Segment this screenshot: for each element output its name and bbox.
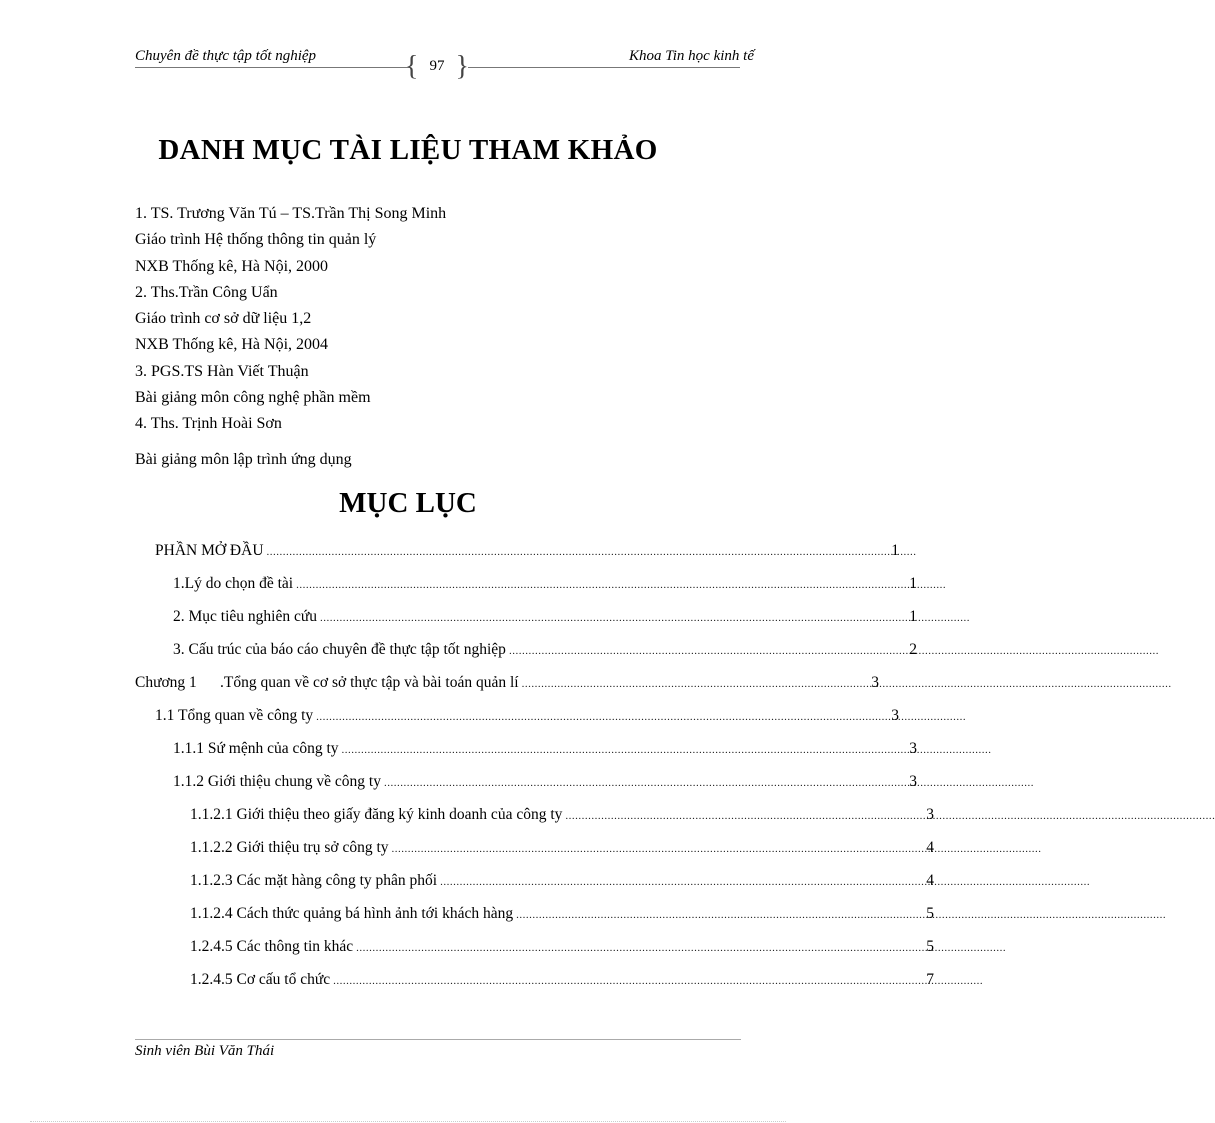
toc-entry[interactable] [173, 641, 917, 663]
toc-entry-label: 1.1.2.1 Giới thiệu theo giấy đăng ký kinh doanh của công ty [190, 806, 563, 823]
reference-line: Giáo trình cơ sở dữ liệu 1,2 [135, 310, 312, 328]
page-number: 97 [429, 58, 445, 74]
reference-line: Bài giảng môn công nghệ phần mềm [135, 389, 371, 407]
toc-leader-dots [392, 843, 1042, 855]
toc-entry[interactable] [173, 608, 917, 630]
reference-line: 2. Ths.Trần Công Uẩn [135, 283, 278, 301]
reference-line: 1. TS. Trương Văn Tú – TS.Trần Thị Song Minh [135, 205, 447, 222]
toc-entry-label: 1.1.2.2 Giới thiệu trụ sở công ty [190, 839, 389, 856]
toc-leader-dots [296, 579, 946, 591]
toc-entry[interactable] [135, 674, 879, 696]
toc-entry-page: 5 [926, 938, 934, 955]
toc-leader-dots [522, 678, 1172, 690]
toc-entry-label: 1.2.4.5 Cơ cấu tổ chức [190, 971, 331, 988]
page-number-box [405, 52, 469, 82]
reference-line: 4. Ths. Trịnh Hoài Sơn [135, 415, 282, 433]
toc-entry-page: 3 [871, 674, 879, 691]
toc-entry[interactable] [173, 575, 917, 597]
toc-entry-label: 1.1.1 Sứ mệnh của công ty [173, 740, 339, 757]
toc-entry-page: 3 [909, 773, 917, 790]
toc-leader-dots [565, 810, 1215, 822]
toc-entry-label: 2. Mục tiêu nghiên cứu [173, 608, 317, 625]
toc-entry-label: Chương 1 .Tổng quan về cơ sở thực tập và bài toán quản lí [135, 674, 519, 691]
toc-entry-page: 4 [926, 839, 934, 856]
header-right-text: Khoa Tin học kinh tế [629, 48, 754, 64]
toc-entry-page: 1 [891, 542, 899, 559]
toc-entry-label: 1.2.4.5 Các thông tin khác [190, 938, 354, 955]
reference-line: NXB Thống kê, Hà Nội, 2000 [135, 257, 329, 275]
footer-rule [135, 1039, 741, 1040]
toc-leader-dots [440, 876, 1090, 888]
toc-entry-page: 2 [909, 641, 917, 658]
toc-entry[interactable] [190, 938, 934, 960]
toc-entry[interactable] [190, 905, 934, 927]
header-rule-right [468, 67, 740, 68]
toc-leader-dots [333, 975, 983, 987]
toc-entry[interactable] [190, 971, 934, 993]
toc-leader-dots [342, 744, 992, 756]
toc-leader-dots [509, 645, 1159, 657]
toc-entry-page: 1 [909, 575, 917, 592]
toc-entry-label: 1.Lý do chọn đề tài [173, 575, 294, 592]
toc-entry-label: 1.1.2.4 Cách thức quảng bá hình ảnh tới khách hàng [190, 905, 514, 922]
toc-entry[interactable] [173, 773, 917, 795]
references-title: DANH MỤC TÀI LIỆU THAM KHẢO [158, 134, 658, 166]
toc-entry-label: 1.1.2 Giới thiệu chung về công ty [173, 773, 381, 790]
toc-entry-page: 3 [926, 806, 934, 823]
toc-entry[interactable] [190, 839, 934, 861]
header-rule-left [135, 67, 410, 68]
toc-entry-page: 3 [891, 707, 899, 724]
toc-entry-label: 3. Cấu trúc của báo cáo chuyên đề thực tập tốt nghiệp [173, 641, 506, 658]
toc-entry-page: 7 [926, 971, 934, 988]
reference-line: Giáo trình Hệ thống thông tin quản lý [135, 231, 377, 249]
toc-leader-dots [316, 711, 966, 723]
toc-entry-page: 3 [909, 740, 917, 757]
toc-entry[interactable] [155, 707, 899, 729]
toc-entry-label: 1.1.2.3 Các mặt hàng công ty phân phối [190, 872, 438, 889]
toc-leader-dots [267, 546, 917, 558]
toc-title: MỤC LỤC [339, 487, 477, 519]
references-list [135, 204, 446, 441]
toc-entry-label: 1.1 Tổng quan về công ty [155, 707, 314, 724]
toc-entry-page: 5 [926, 905, 934, 922]
toc-entry-page: 1 [909, 608, 917, 625]
right-brace-icon: } [455, 51, 469, 82]
toc-entry[interactable] [190, 806, 934, 828]
toc-entry[interactable] [190, 872, 934, 894]
toc-leader-dots [356, 942, 1006, 954]
reference-line: Bài giảng môn lập trình ứng dụng [135, 451, 352, 468]
toc-entry-label: PHẦN MỞ ĐẦU [155, 542, 264, 559]
toc-entry[interactable] [173, 740, 917, 762]
footer-text: Sinh viên Bùi Văn Thái [135, 1043, 275, 1059]
toc-entry[interactable] [155, 542, 899, 564]
toc-entry-page: 4 [926, 872, 934, 889]
left-brace-icon: { [405, 51, 419, 82]
header-left-text: Chuyên đề thực tập tốt nghiệp [135, 48, 317, 64]
toc-leader-dots [320, 612, 970, 624]
reference-line: 3. PGS.TS Hàn Viết Thuận [135, 362, 309, 380]
page-bottom-edge [30, 1121, 786, 1122]
toc-leader-dots [384, 777, 1034, 789]
reference-line: NXB Thống kê, Hà Nội, 2004 [135, 336, 329, 354]
toc-leader-dots [516, 909, 1166, 921]
